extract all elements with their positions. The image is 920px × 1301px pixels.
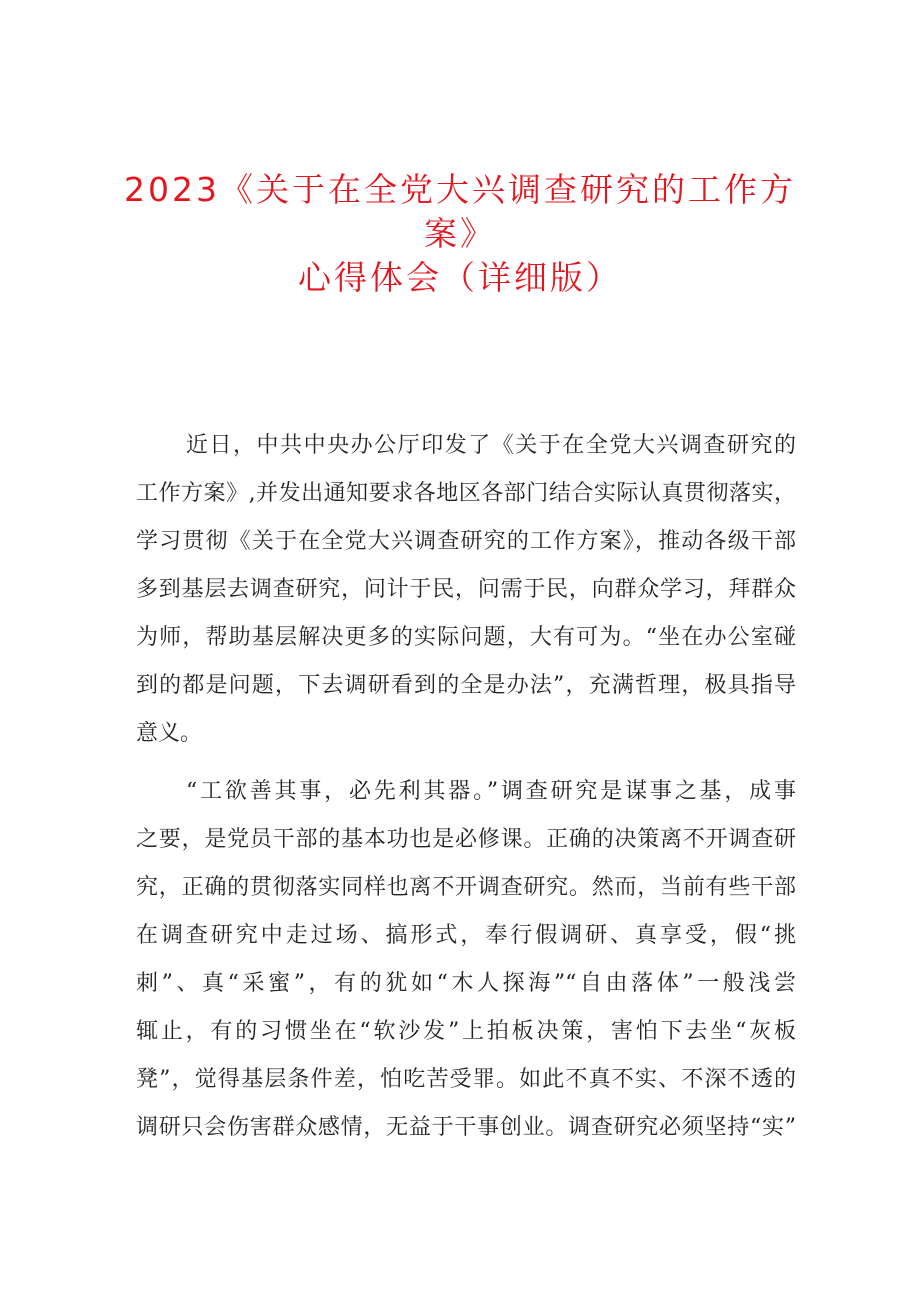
- text-line: 在调查研究中走过场、搞形式，奉行假调研、真享受，假“挑: [136, 923, 796, 948]
- text-line: “工欲善其事，必先利其器。”调查研究是谋事之基，成事: [186, 779, 796, 804]
- text-line: 为师，帮助基层解决更多的实际问题，大有可为。“坐在办公室碰: [136, 625, 796, 650]
- paragraph-2: [136, 768, 796, 1152]
- text-line: 意义。: [136, 721, 203, 746]
- text-line: 辄止，有的习惯坐在“软沙发”上拍板决策，害怕下去坐“灰板: [136, 1019, 796, 1044]
- text-line: 近日，中共中央办公厅印发了《关于在全党大兴调查研究的: [186, 433, 796, 458]
- title-line-2: 案》: [424, 214, 496, 253]
- title-line-3: 心得体会（详细版）: [298, 258, 622, 297]
- paragraph-1: [136, 422, 796, 758]
- text-line: 刺”、真“采蜜”，有的犹如“木人探海”“自由落体”一般浅尝: [136, 971, 796, 996]
- text-line: 学习贯彻《关于在全党大兴调查研究的工作方案》，推动各级干部: [136, 529, 796, 554]
- text-line: 调研只会伤害群众感情，无益于干事创业。调查研究必须坚持“实”: [136, 1115, 796, 1140]
- text-line: 到的都是问题，下去调研看到的全是办法”，充满哲理，极具指导: [136, 673, 796, 698]
- text-line: 究，正确的贯彻落实同样也离不开调查研究。然而，当前有些干部: [136, 875, 796, 900]
- text-line: 多到基层去调查研究，问计于民，问需于民，向群众学习，拜群众: [136, 577, 796, 602]
- title-line-1: 2023《关于在全党大兴调查研究的工作方: [124, 170, 796, 209]
- text-line: 凳”，觉得基层条件差，怕吃苦受罪。如此不真不实、不深不透的: [136, 1067, 796, 1092]
- text-line: 工作方案》,并发出通知要求各地区各部门结合实际认真贯彻落实，: [136, 481, 796, 506]
- text-line: 之要，是党员干部的基本功也是必修课。正确的决策离不开调查研: [136, 827, 796, 852]
